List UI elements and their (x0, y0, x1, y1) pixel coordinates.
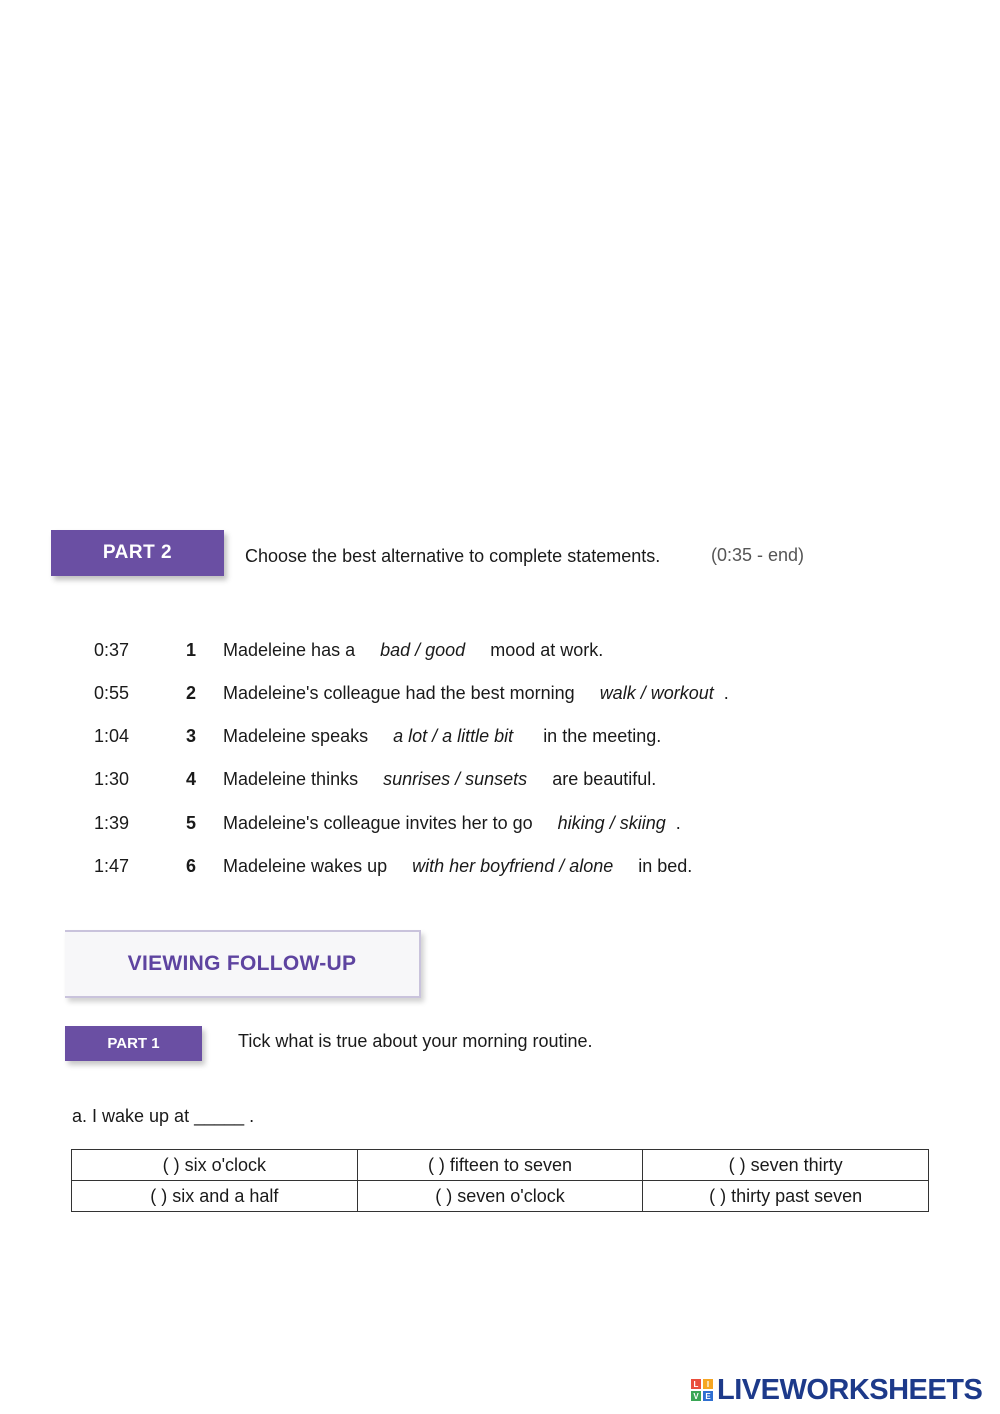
statement-text: Madeleine has a bad / good mood at work. (223, 640, 604, 660)
statement-row (94, 640, 794, 666)
statement-number: 2 (186, 683, 197, 703)
table-row (72, 1150, 929, 1181)
statement-number: 6 (186, 856, 197, 876)
statement-text: Madeleine wakes up with her boyfriend / alone in bed. (223, 856, 693, 876)
statement-text: Madeleine's colleague had the best morning walk / workout . (223, 683, 729, 703)
option-cell[interactable]: ( ) six and a half (72, 1181, 358, 1212)
option-cell[interactable]: ( ) seven o'clock (357, 1181, 643, 1212)
logo-mark-icon: L I V E (691, 1379, 713, 1401)
part1-banner-label: PART 1 (107, 1035, 160, 1052)
statement-time: 0:55 (94, 683, 130, 703)
statement-row (94, 726, 794, 752)
statement-time: 1:47 (94, 856, 130, 876)
statement-options[interactable]: hiking / skiing (557, 813, 666, 833)
statement-number: 5 (186, 813, 197, 833)
statement-text: Madeleine thinks sunrises / sunsets are beautiful. (223, 769, 657, 789)
viewing-followup-label: VIEWING FOLLOW-UP (127, 952, 357, 975)
statement-row (94, 813, 794, 839)
statement-time: 0:37 (94, 640, 130, 660)
viewing-followup-banner (65, 930, 421, 998)
statement-options[interactable]: bad / good (380, 640, 466, 660)
option-cell[interactable]: ( ) fifteen to seven (357, 1150, 643, 1181)
part2-time-range: (0:35 - end) (711, 545, 805, 565)
statement-options[interactable]: sunrises / sunsets (383, 769, 528, 789)
statement-row (94, 683, 794, 709)
liveworksheets-logo (691, 1374, 982, 1406)
table-row (72, 1181, 929, 1212)
option-cell[interactable]: ( ) six o'clock (72, 1150, 358, 1181)
statement-time: 1:04 (94, 726, 130, 746)
part1-instruction: Tick what is true about your morning routine. (238, 1031, 593, 1051)
part2-instruction: Choose the best alternative to complete statements. (245, 546, 661, 566)
statement-options[interactable]: walk / workout (599, 683, 714, 703)
statement-number: 4 (186, 769, 197, 789)
statement-options[interactable]: with her boyfriend / alone (412, 856, 614, 876)
statement-row (94, 769, 794, 795)
part2-banner-label: PART 2 (102, 542, 173, 563)
statement-time: 1:30 (94, 769, 130, 789)
option-cell[interactable]: ( ) thirty past seven (643, 1181, 929, 1212)
statement-options[interactable]: a lot / a little bit (393, 726, 514, 746)
statement-text: Madeleine speaks a lot / a little bit in the meeting. (223, 726, 662, 746)
part2-banner (51, 530, 224, 576)
statement-number: 3 (186, 726, 197, 746)
statement-text: Madeleine's colleague invites her to go hiking / skiing . (223, 813, 681, 833)
statement-time: 1:39 (94, 813, 130, 833)
logo-text: LIVEWORKSHEETS (717, 1373, 983, 1406)
part1-banner (65, 1026, 202, 1061)
options-table (71, 1149, 929, 1212)
question-a: a. I wake up at _____ . (72, 1106, 255, 1126)
statement-row (94, 856, 794, 882)
option-cell[interactable]: ( ) seven thirty (643, 1150, 929, 1181)
statement-number: 1 (186, 640, 197, 660)
